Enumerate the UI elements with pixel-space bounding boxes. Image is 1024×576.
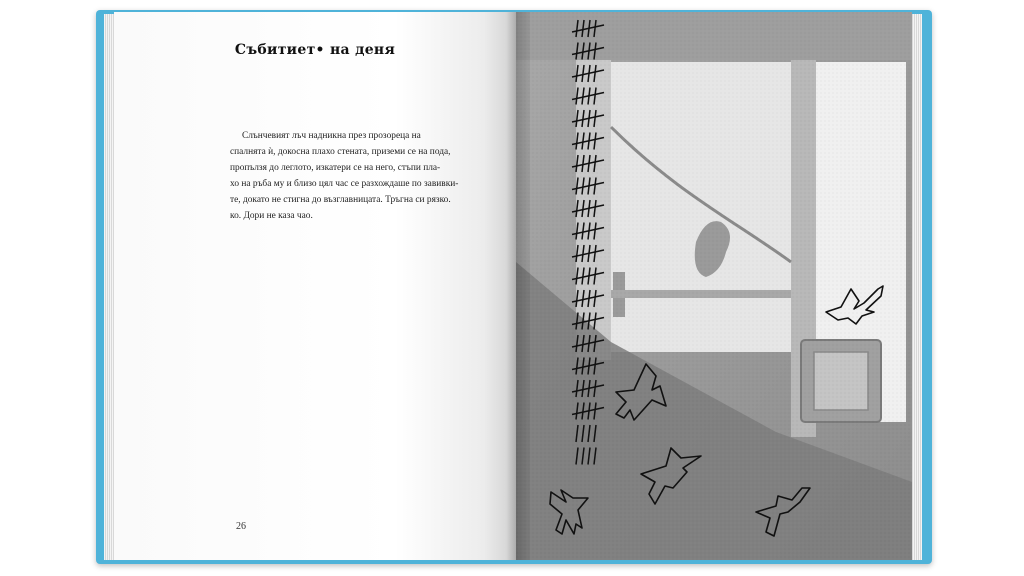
body-line: хо на ръба му и близо цял час се разхождаше по завивки- — [230, 179, 459, 189]
page-edges-left — [104, 14, 114, 560]
body-paragraph — [230, 128, 459, 224]
body-line: пропълзя до леглото, изкатери се на него, стъпи пла- — [230, 163, 441, 173]
body-line: Слънчевият лъч надникна през прозореца на — [242, 131, 421, 141]
page-number: 26 — [236, 521, 246, 532]
left-page — [114, 12, 516, 560]
chapter-title: Събитиет• на деня — [234, 42, 396, 58]
right-page — [516, 12, 912, 560]
page-edges-right — [912, 14, 922, 560]
window-photo-illustration — [516, 12, 912, 560]
body-line: те, докато не стигна до възглавницата. Тръгна си рязко. — [230, 195, 451, 205]
photo-grain — [516, 12, 912, 560]
body-line: спалнята ѝ, докосна плахо стената, приземи се на пода, — [230, 147, 451, 157]
body-line: ко. Дори не каза чао. — [230, 211, 313, 221]
